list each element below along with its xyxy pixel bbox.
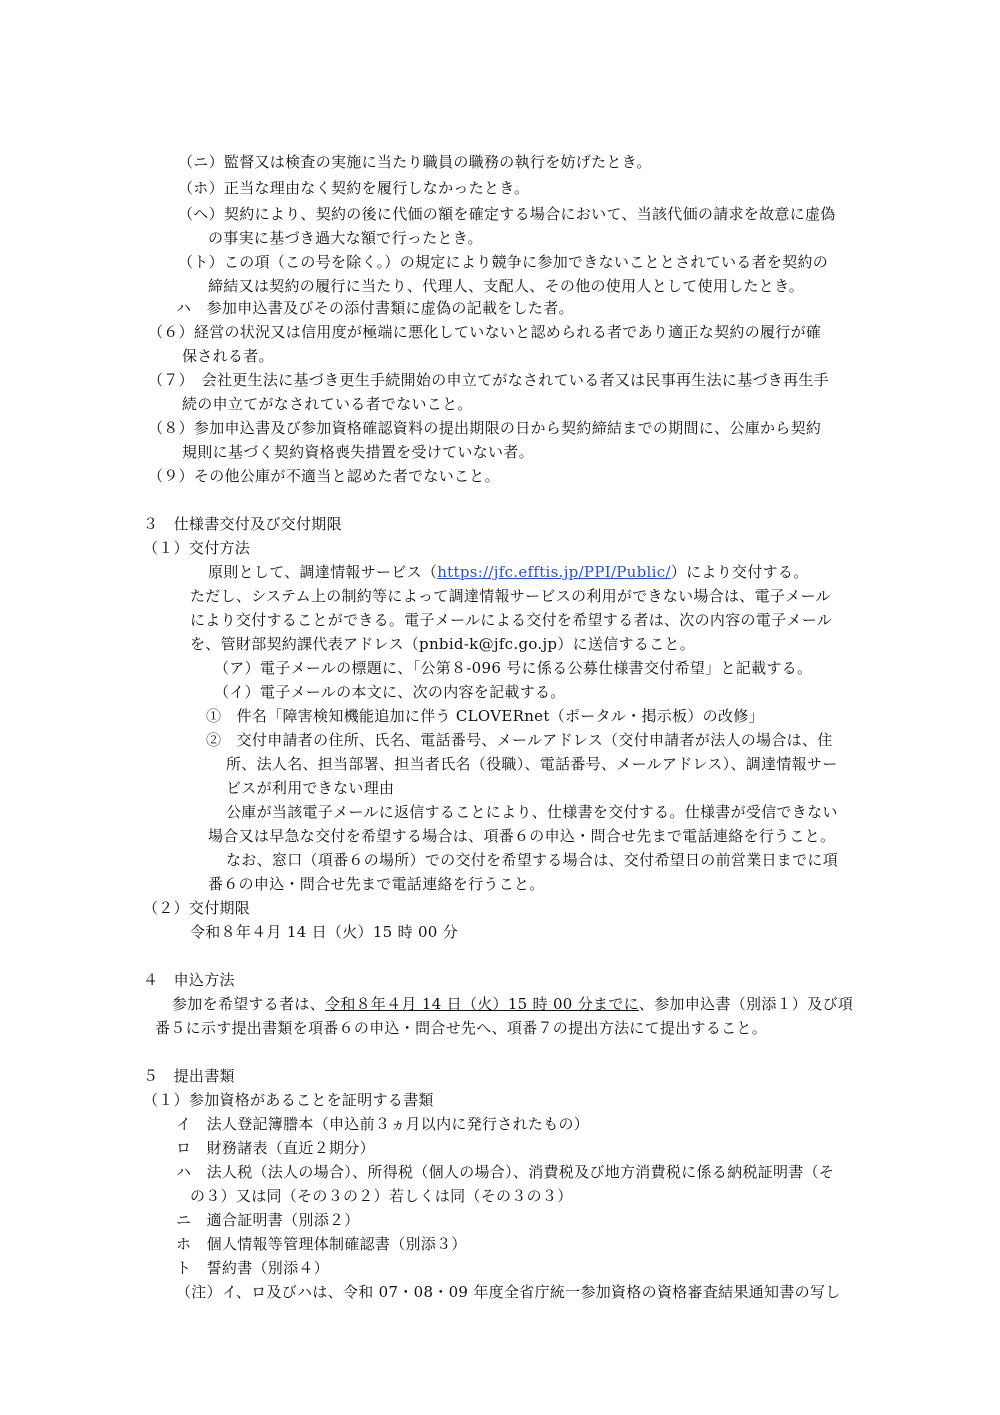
doc-item-i: イ 法人登記簿謄本（申込前３ヵ月以内に発行されたもの） bbox=[176, 1115, 590, 1133]
para-reply-line1: 公庫が当該電子メールに返信することにより、仕様書を交付する。仕様書が受信できない bbox=[226, 803, 838, 821]
para-4-line1: 参加を希望する者は、令和８年４月 14 日（火）15 時 00 分までに、参加申込書（別添１）及び項 bbox=[172, 995, 854, 1013]
section-3-heading: ３ 仕様書交付及び交付期限 bbox=[143, 515, 342, 533]
para-counter-line2: 番６の申込・問合せ先まで電話連絡を行うこと。 bbox=[208, 875, 545, 893]
item-6-cont: 保される者。 bbox=[182, 347, 274, 365]
item-i: （イ）電子メールの本文に、次の内容を記載する。 bbox=[214, 683, 566, 701]
item-he-cont: の事実に基づき過大な額で行ったとき。 bbox=[208, 229, 483, 247]
para-counter-line1: なお、窓口（項番６の場所）での交付を希望する場合は、交付希望日の前営業日までに項 bbox=[226, 851, 839, 869]
doc-item-ha: ハ 法人税（法人の場合）、所得税（個人の場合）、消費税及び地方消費税に係る納税証明書（そ bbox=[176, 1163, 835, 1181]
item-circle-2-cont2: ビスが利用できない理由 bbox=[226, 779, 395, 797]
para-3-1-line3: により交付することができる。電子メールによる交付を希望する者は、次の内容の電子メール bbox=[190, 611, 833, 629]
item-circle-2: ② 交付申請者の住所、氏名、電話番号、メールアドレス（交付申請者が法人の場合は、住 bbox=[206, 731, 833, 749]
subsection-3-2: （２）交付期限 bbox=[143, 899, 251, 917]
doc-item-ni: ニ 適合証明書（別添２） bbox=[176, 1211, 360, 1229]
section-5-heading: ５ 提出書類 bbox=[143, 1067, 235, 1085]
item-he: （ヘ）契約により、契約の後に代価の額を確定する場合において、当該代価の請求を故意に虚偽 bbox=[178, 205, 836, 223]
item-ha: ハ 参加申込書及びその添付書類に虚偽の記載をした者。 bbox=[176, 299, 574, 317]
doc-item-ro: ロ 財務諸表（直近２期分） bbox=[176, 1139, 375, 1157]
para-3-1-line1: 原則として、調達情報サービス（https://jfc.efftis.jp/PPI/Public/）により交付する。 bbox=[208, 563, 809, 581]
note: （注）イ、ロ及びハは、令和 07・08・09 年度全省庁統一参加資格の資格審査結果通知書の写し bbox=[176, 1283, 841, 1301]
item-to: （ト）この項（この号を除く。）の規定により競争に参加できないこととされている者を契約の bbox=[178, 253, 829, 271]
para-3-1-line2: ただし、システム上の制約等によって調達情報サービスの利用ができない場合は、電子メール bbox=[190, 587, 831, 605]
subsection-3-1: （１）交付方法 bbox=[143, 539, 251, 557]
doc-item-to: ト 誓約書（別添４） bbox=[176, 1259, 330, 1277]
item-8: （８）参加申込書及び参加資格確認資料の提出期限の日から契約締結までの期間に、公庫から契約 bbox=[148, 419, 822, 437]
subsection-5-1: （１）参加資格があることを証明する書類 bbox=[143, 1091, 434, 1109]
item-6: （６）経営の状況又は信用度が極端に悪化していないと認められる者であり適正な契約の履行が確 bbox=[148, 323, 822, 341]
item-to-cont: 締結又は契約の履行に当たり、代理人、支配人、その他の使用人として使用したとき。 bbox=[208, 277, 805, 295]
item-7: （７） 会社更生法に基づき更生手続開始の申立てがなされている者又は民事再生法に基づき再生手 bbox=[148, 371, 830, 389]
para-4-line2: 番５に示す提出書類を項番６の申込・問合せ先へ、項番７の提出方法にて提出すること。 bbox=[155, 1019, 768, 1037]
para-reply-line2: 場合又は早急な交付を希望する場合は、項番６の申込・問合せ先まで電話連絡を行うこと。 bbox=[208, 827, 836, 845]
item-circle-1: ① 件名「障害検知機能追加に伴う CLOVERnet（ポータル・掲示板）の改修」 bbox=[206, 707, 764, 725]
deadline-underlined: 令和８年４月 14 日（火）15 時 00 分までに bbox=[325, 995, 639, 1013]
procurement-link[interactable]: https://jfc.efftis.jp/PPI/Public/ bbox=[437, 563, 671, 581]
item-ni: （ニ）監督又は検査の実施に当たり職員の職務の執行を妨げたとき。 bbox=[178, 153, 652, 171]
doc-item-ha-cont: の３）又は同（その３の２）若しくは同（その３の３） bbox=[190, 1187, 573, 1205]
deadline-3-2: 令和８年４月 14 日（火）15 時 00 分 bbox=[190, 923, 459, 941]
item-7-cont: 続の申立てがなされている者でないこと。 bbox=[182, 395, 473, 413]
section-4-heading: ４ 申込方法 bbox=[143, 971, 235, 989]
item-ho: （ホ）正当な理由なく契約を履行しなかったとき。 bbox=[178, 179, 530, 197]
item-circle-2-cont1: 所、法人名、担当部署、担当者氏名（役職）、電話番号、メールアドレス）、調達情報サー bbox=[226, 755, 838, 773]
doc-item-ho: ホ 個人情報等管理体制確認書（別添３） bbox=[176, 1235, 467, 1253]
item-8-cont: 規則に基づく契約資格喪失措置を受けていない者。 bbox=[182, 443, 534, 461]
para-3-1-line4: を、管財部契約課代表アドレス（pnbid-k@jfc.go.jp）に送信すること。 bbox=[190, 635, 696, 653]
item-a: （ア）電子メールの標題に、「公第８-096 号に係る公募仕様書交付希望」と記載する。 bbox=[214, 659, 813, 677]
item-9: （９）その他公庫が不適当と認めた者でないこと。 bbox=[148, 467, 500, 485]
